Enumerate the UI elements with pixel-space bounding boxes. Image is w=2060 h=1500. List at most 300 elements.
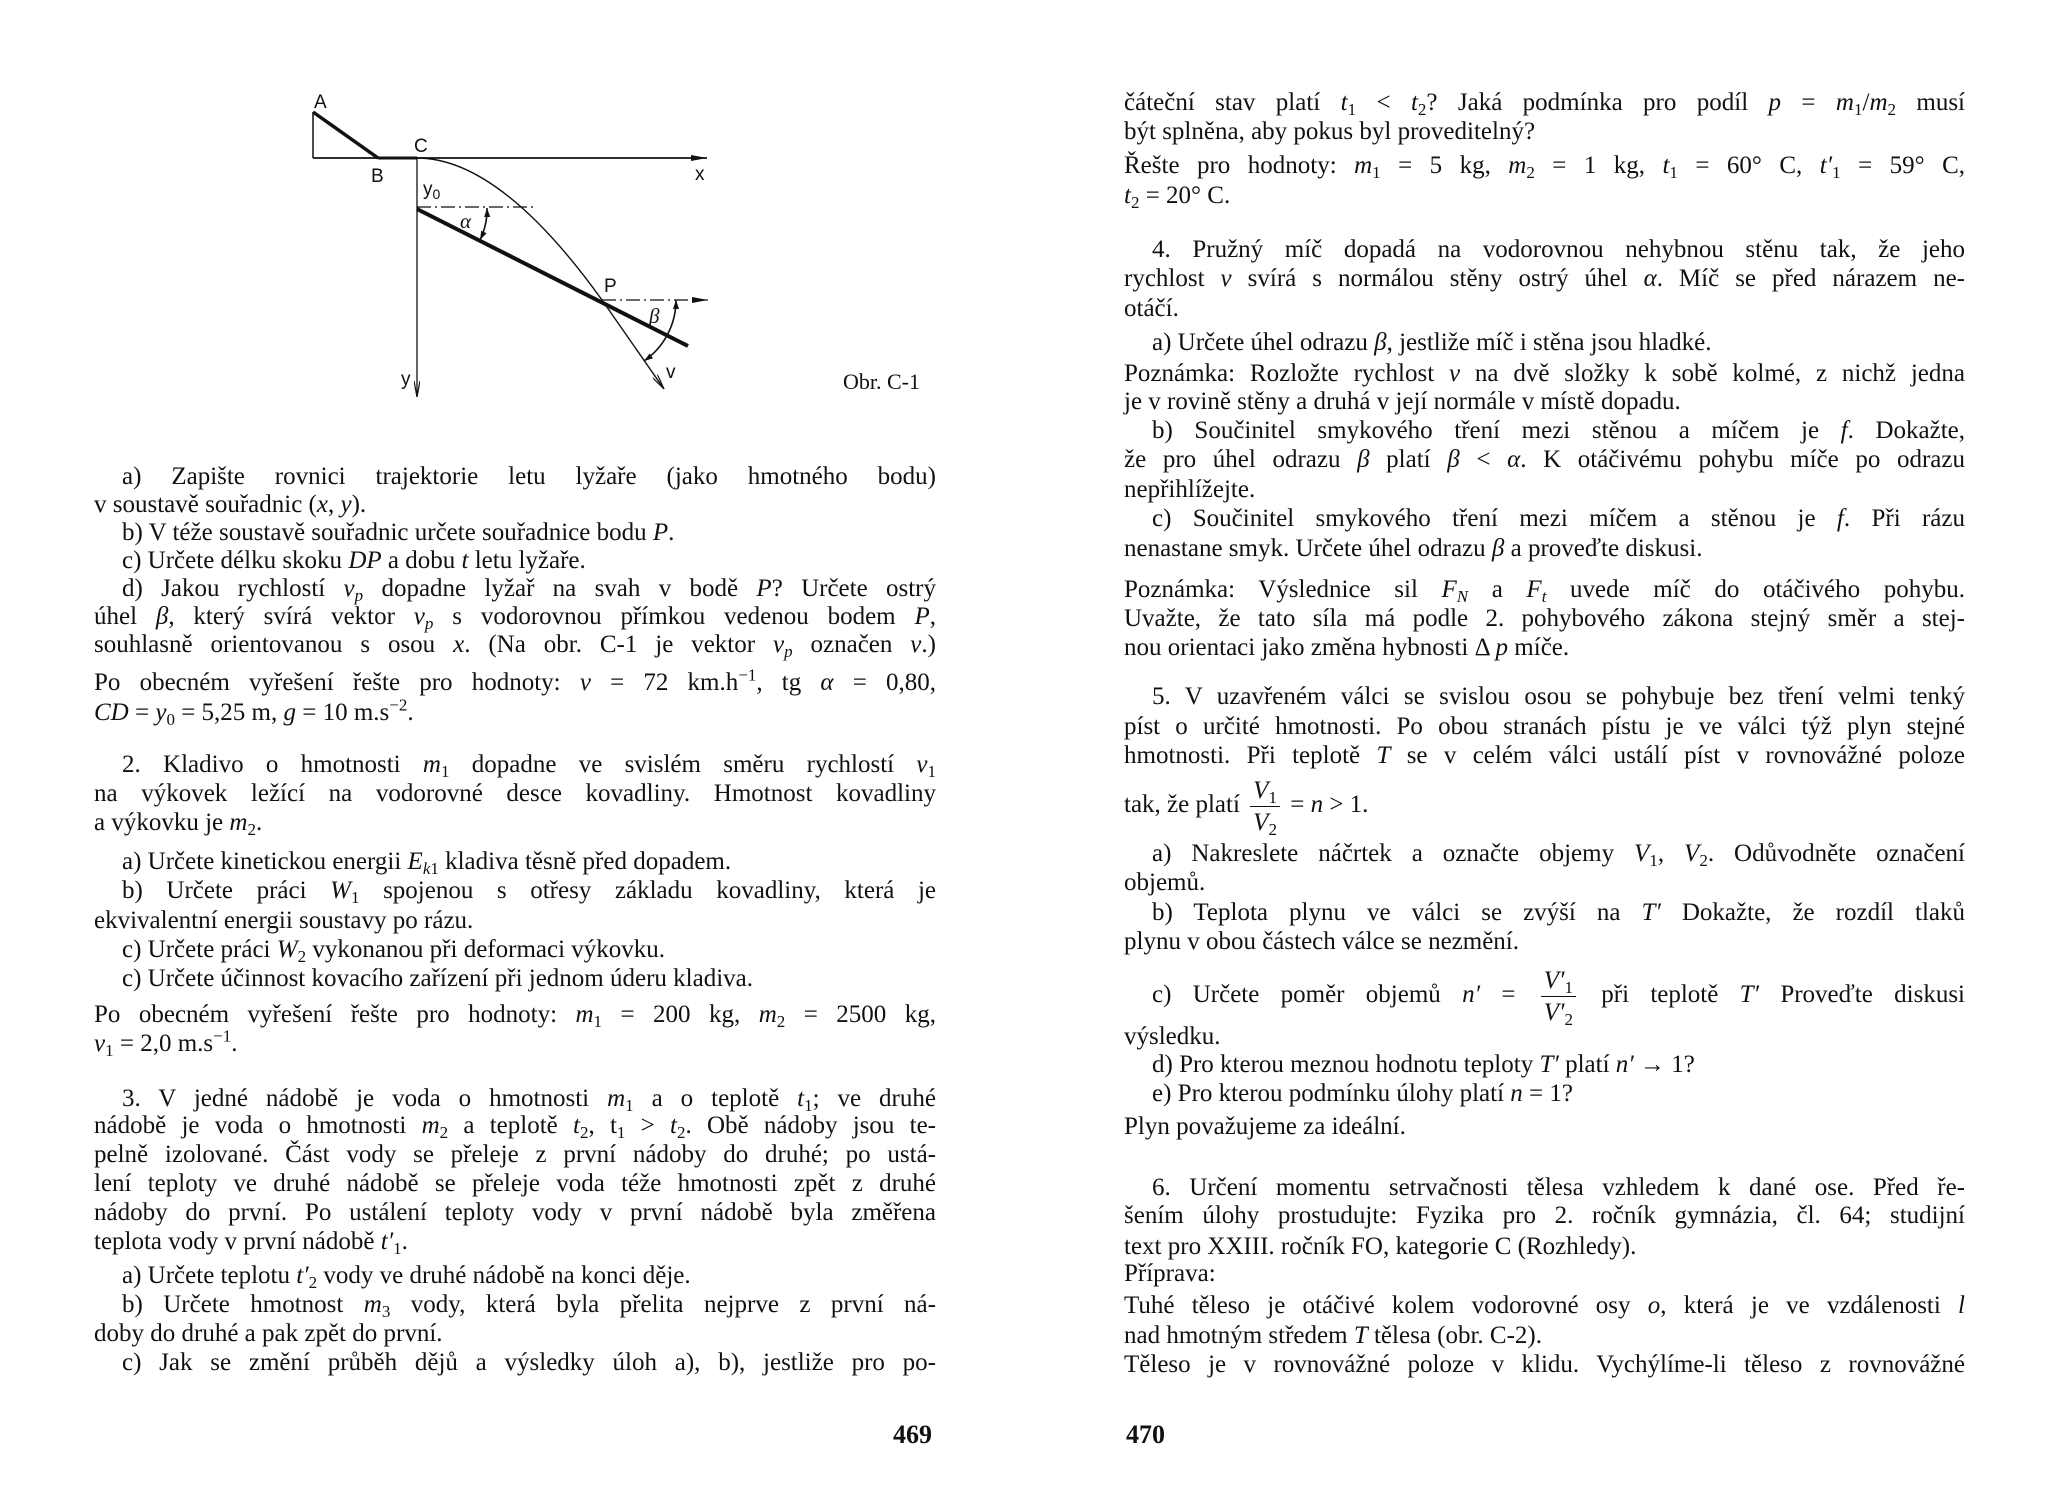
text-run: a) Určete kinetickou energii bbox=[122, 848, 408, 875]
landing-slope-line bbox=[417, 209, 688, 346]
subscript: p bbox=[424, 613, 434, 633]
text-run: , bbox=[1657, 840, 1685, 867]
text-run: nepřihlížejte. bbox=[1124, 476, 1256, 503]
subscript: 1 bbox=[1268, 787, 1277, 807]
text-line bbox=[1124, 839, 1965, 868]
math-symbol: v bbox=[413, 603, 425, 630]
text-run: kladiva těsně před dopadem. bbox=[438, 848, 732, 875]
text-run: = 10 m.s bbox=[296, 699, 390, 726]
text-run: otáčí. bbox=[1124, 295, 1179, 322]
math-symbol: m bbox=[758, 1001, 777, 1028]
text-run: musí bbox=[1896, 89, 1966, 116]
text-run: → 1? bbox=[1633, 1051, 1695, 1078]
text-run: , která je ve vzdálenosti bbox=[1660, 1292, 1959, 1319]
text-run: a dobu bbox=[381, 547, 462, 574]
text-run: a) Určete úhel odrazu bbox=[1152, 329, 1375, 356]
text-line bbox=[94, 1348, 936, 1377]
text-line bbox=[1124, 387, 1965, 416]
math-symbol: V bbox=[1634, 840, 1650, 867]
figure-c1-ski-jump-diagram bbox=[300, 90, 720, 410]
text-line bbox=[1124, 88, 1965, 117]
fraction-numerator bbox=[1541, 967, 1576, 997]
text-run: . (Na obr. C-1 je vektor bbox=[464, 631, 773, 658]
text-run: že pro úhel odrazu bbox=[1124, 446, 1358, 473]
text-line bbox=[1124, 712, 1965, 741]
text-line bbox=[94, 964, 936, 993]
text-line bbox=[94, 779, 936, 808]
math-symbol: T′ bbox=[1739, 981, 1760, 1009]
math-symbol: α bbox=[1643, 265, 1657, 292]
math-symbol: V′ bbox=[1543, 999, 1565, 1026]
math-symbol: m bbox=[363, 1291, 382, 1318]
text-run: = bbox=[1283, 791, 1311, 819]
text-run: Plyn považujeme za ideální. bbox=[1124, 1113, 1406, 1140]
text-run: a bbox=[1468, 576, 1527, 603]
text-run: spojenou s otřesy základu kovadliny, která je bbox=[359, 877, 937, 904]
text-line bbox=[94, 1140, 936, 1169]
text-run: svírá s normálou stěny ostrý úhel bbox=[1231, 265, 1644, 292]
text-run: e) Pro kterou podmínku úlohy platí bbox=[1152, 1080, 1511, 1107]
math-symbol: α bbox=[820, 669, 834, 696]
math-symbol: β bbox=[1374, 329, 1387, 356]
label-v: v bbox=[666, 362, 676, 383]
text-run: souhlasně orientovanou s osou bbox=[94, 631, 454, 658]
text-run: , tg bbox=[756, 669, 821, 696]
text-line bbox=[94, 1319, 936, 1348]
text-run: letu lyžaře. bbox=[468, 547, 586, 574]
text-run: a výkovku je bbox=[94, 809, 230, 836]
subscript: 1 bbox=[1564, 977, 1573, 997]
text-run: , bbox=[929, 603, 936, 630]
trajectory-curve bbox=[417, 158, 602, 300]
label-y0-sub: 0 bbox=[432, 186, 441, 202]
math-symbol: n′ bbox=[1615, 1051, 1634, 1078]
math-symbol: v bbox=[94, 1030, 106, 1057]
text-run: = 1? bbox=[1522, 1080, 1573, 1107]
math-symbol: v bbox=[772, 631, 785, 658]
math-symbol: t bbox=[1410, 89, 1418, 116]
text-run: Tuhé těleso je otáčivé kolem vodorovné osy bbox=[1124, 1292, 1648, 1319]
text-run: = bbox=[1781, 89, 1836, 116]
text-run: na dvě složky k sobě kolmé, z nichž jedna bbox=[1460, 360, 1965, 387]
subscript: 1 bbox=[616, 1122, 626, 1142]
subscript: 1 bbox=[350, 887, 360, 907]
text-line bbox=[94, 518, 936, 547]
math-symbol: v bbox=[343, 575, 355, 602]
text-line bbox=[94, 1290, 936, 1319]
text-run: Poznámka: Výslednice sil bbox=[1124, 576, 1442, 603]
text-run: Poznámka: Rozložte rychlost bbox=[1124, 360, 1449, 387]
text-line bbox=[1124, 235, 1965, 264]
text-line bbox=[1124, 741, 1965, 770]
text-run: uvede míč do otáčivého pohybu. bbox=[1546, 576, 1965, 603]
subscript: p bbox=[354, 585, 364, 605]
text-run: tělesa (obr. C-2). bbox=[1367, 1322, 1542, 1349]
math-symbol: y bbox=[340, 491, 352, 518]
text-run: d) Pro kterou meznou hodnotu teploty bbox=[1152, 1051, 1540, 1078]
text-run: = 5 kg, bbox=[1380, 152, 1509, 179]
math-symbol: m bbox=[575, 1001, 594, 1028]
math-symbol: β bbox=[155, 603, 169, 630]
text-line bbox=[94, 935, 936, 964]
text-run: a o teplotě bbox=[633, 1085, 798, 1112]
math-symbol: DP bbox=[348, 547, 382, 574]
text-run: b) Teplota plynu ve válci se zvýší na bbox=[1152, 899, 1642, 926]
superscript: −1 bbox=[213, 1026, 232, 1046]
text-run: ? Jaká podmínka pro podíl bbox=[1426, 89, 1769, 116]
math-symbol: β bbox=[1357, 446, 1370, 473]
text-line bbox=[1124, 604, 1965, 633]
text-run: = 200 kg, bbox=[602, 1001, 759, 1028]
text-line bbox=[1124, 927, 1965, 956]
text-line bbox=[94, 490, 936, 519]
ramp-slope-ab bbox=[313, 112, 378, 158]
fraction-denominator bbox=[1250, 807, 1280, 839]
text-line bbox=[1124, 181, 1965, 210]
math-symbol: t bbox=[573, 1112, 580, 1139]
text-line bbox=[94, 1169, 936, 1198]
text-run: = 2,0 m.s bbox=[113, 1030, 214, 1057]
text-run: Uvažte, že tato síla má podle 2. pohybového zákona stejný směr a stej- bbox=[1124, 605, 1965, 632]
text-line bbox=[1124, 504, 1965, 533]
subscript: 1 bbox=[1853, 99, 1863, 119]
subscript: 1 bbox=[1347, 99, 1357, 119]
text-run: c) Určete poměr objemů bbox=[1152, 981, 1463, 1009]
text-run: se v celém válci ustálí píst v rovnovážné poloze bbox=[1390, 742, 1965, 769]
label-p: P bbox=[604, 276, 617, 297]
text-line bbox=[94, 876, 936, 905]
text-run: ). bbox=[351, 491, 367, 518]
math-symbol: f bbox=[1836, 505, 1844, 532]
math-symbol: x bbox=[316, 491, 328, 518]
math-symbol: W bbox=[330, 877, 351, 904]
subscript: 2 bbox=[676, 1122, 686, 1142]
text-line bbox=[1124, 294, 1965, 323]
text-run: / bbox=[1862, 89, 1870, 116]
math-symbol: n bbox=[1510, 1080, 1523, 1107]
text-run: . bbox=[407, 699, 414, 726]
text-line bbox=[94, 665, 937, 697]
text-run: a) Nakreslete náčrtek a označte objemy bbox=[1152, 840, 1635, 867]
text-run: Příprava: bbox=[1124, 1260, 1216, 1287]
text-line bbox=[94, 462, 936, 491]
page-number: 470 bbox=[1126, 1420, 1165, 1449]
text-line bbox=[94, 750, 936, 779]
label-y0 bbox=[423, 179, 441, 202]
text-line bbox=[1124, 868, 1965, 897]
text-run: vody ve druhé nádobě na konci děje. bbox=[317, 1262, 691, 1289]
text-run: = 0,80, bbox=[833, 669, 937, 696]
subscript: 1 bbox=[625, 1095, 634, 1115]
text-line bbox=[1124, 967, 1965, 1029]
math-symbol: m bbox=[421, 1112, 440, 1139]
subscript: p bbox=[784, 641, 793, 661]
subscript: 2 bbox=[1417, 99, 1427, 119]
math-symbol: m bbox=[1508, 152, 1527, 179]
text-run: nádobě je voda o hmotnosti bbox=[94, 1112, 422, 1139]
text-run: c) Jak se změní průběh dějů a výsledky úloh a), b), jestliže pro po- bbox=[122, 1349, 936, 1376]
subscript: 2 bbox=[1130, 192, 1140, 212]
subscript: 2 bbox=[579, 1122, 589, 1142]
math-symbol: V′ bbox=[1543, 967, 1565, 994]
math-symbol: v bbox=[1448, 360, 1461, 387]
text-run: vykonanou při deformaci výkovku. bbox=[306, 936, 666, 963]
text-line bbox=[1124, 151, 1965, 180]
math-symbol: t′ bbox=[1819, 152, 1833, 179]
subscript: 1 bbox=[393, 1238, 402, 1258]
text-line bbox=[1124, 682, 1965, 711]
text-run: 5. V uzavřeném válci se svislou osou se pohybuje bez tření velmi tenký bbox=[1152, 683, 1965, 710]
label-b: B bbox=[371, 166, 384, 187]
math-symbol: F bbox=[1526, 576, 1542, 603]
text-run: 3. V jedné nádobě je voda o hmotnosti bbox=[122, 1085, 608, 1112]
text-line bbox=[1124, 1173, 1965, 1202]
math-symbol: m bbox=[1835, 89, 1854, 116]
text-run: doby do druhé a pak zpět do první. bbox=[94, 1320, 443, 1347]
math-symbol: T′ bbox=[1641, 899, 1661, 926]
text-run: . K otáčivému pohybu míče po odrazu bbox=[1520, 446, 1965, 473]
math-symbol: P bbox=[914, 603, 930, 630]
text-run: míče. bbox=[1508, 634, 1570, 661]
text-run: ekvivalentní energii soustavy po rázu. bbox=[94, 907, 474, 934]
text-run: a) Určete teplotu bbox=[122, 1262, 297, 1289]
text-line bbox=[94, 847, 936, 876]
math-symbol: t bbox=[461, 547, 469, 574]
text-run: = 72 km.h bbox=[590, 669, 739, 696]
subscript: N bbox=[1456, 586, 1469, 606]
text-line bbox=[94, 1026, 936, 1060]
text-run: .) bbox=[921, 631, 936, 658]
math-symbol: β bbox=[1447, 446, 1460, 473]
text-run: být splněna, aby pokus byl proveditelný? bbox=[1124, 118, 1536, 145]
text-line bbox=[1124, 445, 1965, 474]
text-run: pelně izolované. Část vody se přeleje z první nádoby do druhé; po ustá- bbox=[94, 1141, 936, 1168]
math-symbol: V bbox=[1684, 840, 1700, 867]
subscript: 1 bbox=[1649, 850, 1658, 870]
text-run: , t bbox=[588, 1112, 617, 1139]
text-run: = 20° C. bbox=[1139, 182, 1231, 209]
text-run: = 60° C, bbox=[1677, 152, 1820, 179]
text-run: . bbox=[401, 1228, 408, 1255]
text-run: b) Určete práci bbox=[122, 877, 331, 904]
text-run: platí bbox=[1558, 1051, 1616, 1078]
subscript: 2 bbox=[247, 819, 256, 839]
text-run: při teplotě bbox=[1579, 981, 1740, 1009]
text-run: objemů. bbox=[1124, 869, 1206, 896]
math-symbol: o bbox=[1647, 1292, 1661, 1319]
math-symbol: n′ bbox=[1462, 981, 1481, 1009]
math-symbol: V bbox=[1253, 809, 1269, 836]
text-run: = 59° C, bbox=[1840, 152, 1965, 179]
text-line bbox=[1124, 1079, 1965, 1108]
text-line bbox=[94, 1111, 936, 1140]
math-symbol: CD bbox=[94, 699, 129, 726]
label-x-axis: x bbox=[695, 164, 705, 185]
math-symbol: n bbox=[1310, 791, 1324, 819]
text-run: ; ve druhé bbox=[812, 1085, 936, 1112]
text-run: a proveďte diskusi. bbox=[1504, 535, 1703, 562]
text-run: rychlost bbox=[1124, 265, 1221, 292]
text-line bbox=[1124, 1350, 1965, 1379]
text-run: > bbox=[625, 1112, 671, 1139]
text-line bbox=[1124, 575, 1965, 604]
subscript: 2 bbox=[1526, 162, 1535, 182]
text-line bbox=[1124, 534, 1965, 563]
text-line bbox=[94, 546, 936, 575]
math-symbol: v bbox=[916, 751, 928, 778]
label-alpha: α bbox=[460, 209, 472, 233]
label-beta: β bbox=[649, 304, 660, 328]
fraction-numerator bbox=[1250, 777, 1280, 807]
text-line bbox=[1124, 633, 1965, 662]
text-line bbox=[1124, 1112, 1965, 1141]
text-run: 6. Určení momentu setrvačnosti tělesa vzhledem k dané ose. Před ře- bbox=[1152, 1174, 1965, 1201]
fraction bbox=[1541, 967, 1576, 1029]
text-run: označen bbox=[792, 631, 911, 658]
text-run: b) Součinitel smykového tření mezi stěnou a míčem je bbox=[1152, 417, 1841, 444]
math-symbol: m bbox=[229, 809, 248, 836]
text-line bbox=[94, 1227, 936, 1256]
text-run: s vodorovnou přímkou vedenou bodem bbox=[433, 603, 915, 630]
text-run: dopadne ve svislém směru rychlostí bbox=[449, 751, 917, 778]
subscript: 1 bbox=[1832, 162, 1841, 182]
text-run: = bbox=[1480, 981, 1537, 1009]
text-line bbox=[1124, 359, 1965, 388]
text-run: výsledku. bbox=[1124, 1023, 1221, 1050]
text-run: nádoby do první. Po ustálení teploty vody v první nádobě byla změřena bbox=[94, 1199, 936, 1226]
subscript: 1 bbox=[927, 761, 936, 781]
subscript: 2 bbox=[1887, 99, 1896, 119]
text-line bbox=[1124, 328, 1965, 357]
math-symbol: t′ bbox=[380, 1228, 394, 1255]
text-line bbox=[94, 695, 936, 729]
text-run: v soustavě souřadnic ( bbox=[94, 491, 317, 518]
text-run: c) Určete délku skoku bbox=[122, 547, 349, 574]
math-symbol: x bbox=[453, 631, 465, 658]
label-y-axis: y bbox=[401, 369, 411, 390]
text-run: teplota vody v první nádobě bbox=[94, 1228, 381, 1255]
text-run: = 5,25 m, bbox=[174, 699, 284, 726]
text-line bbox=[94, 630, 936, 659]
text-line bbox=[94, 602, 936, 631]
text-run: šením úlohy prostudujte: Fyzika pro 2. ročník gymnázia, čl. 64; studijní bbox=[1124, 1202, 1965, 1229]
math-symbol: t bbox=[797, 1085, 805, 1112]
text-line bbox=[1124, 1232, 1965, 1261]
subscript: 2 bbox=[1564, 1009, 1573, 1029]
math-symbol: β bbox=[1491, 535, 1505, 562]
text-run: a teplotě bbox=[448, 1112, 574, 1139]
math-symbol: t bbox=[670, 1112, 677, 1139]
subscript: 2 bbox=[308, 1272, 318, 1292]
subscript: 1 bbox=[430, 858, 439, 878]
text-run: , bbox=[327, 491, 341, 518]
text-line bbox=[1124, 1291, 1965, 1320]
figure-caption: Obr. C-1 bbox=[843, 369, 920, 394]
math-symbol: m bbox=[607, 1085, 626, 1112]
label-c: C bbox=[414, 136, 428, 157]
math-symbol: P bbox=[756, 575, 772, 602]
text-line bbox=[94, 1000, 936, 1029]
text-run: c) Určete účinnost kovacího zařízení při jednom úderu kladiva. bbox=[122, 965, 754, 992]
text-line bbox=[1124, 416, 1965, 445]
text-run: dopadne lyžař na svah v bodě bbox=[363, 575, 757, 602]
math-symbol: m bbox=[1869, 89, 1888, 116]
text-run: ? Určete ostrý bbox=[771, 575, 936, 602]
math-symbol: v bbox=[579, 669, 591, 696]
math-symbol: t′ bbox=[296, 1262, 309, 1289]
subscript: 2 bbox=[1699, 850, 1708, 870]
text-run: . Při rázu bbox=[1843, 505, 1965, 532]
text-run: je v rovině stěny a druhá v její normále v místě dopadu. bbox=[1124, 388, 1681, 415]
text-line bbox=[1124, 1321, 1965, 1350]
text-run: < bbox=[1356, 89, 1411, 116]
text-run: , který svírá vektor bbox=[168, 603, 414, 630]
text-run: , jestliže míč i stěna jsou hladké. bbox=[1386, 329, 1712, 356]
text-line bbox=[1124, 777, 1965, 839]
subscript: 1 bbox=[105, 1040, 114, 1060]
subscript: 2 bbox=[297, 946, 307, 966]
subscript: 1 bbox=[804, 1095, 813, 1115]
math-symbol: V bbox=[1253, 777, 1269, 804]
text-run: c) Součinitel smykového tření mezi míčem a stěnou je bbox=[1152, 505, 1837, 532]
math-symbol: t bbox=[1662, 152, 1670, 179]
text-line bbox=[94, 1084, 936, 1113]
text-run: b) V téže soustavě souřadnic určete souřadnice bodu bbox=[122, 519, 653, 546]
text-line bbox=[94, 1198, 936, 1227]
math-symbol: m bbox=[1354, 152, 1373, 179]
math-symbol: t bbox=[1340, 89, 1348, 116]
page-number: 469 bbox=[893, 1420, 932, 1449]
text-run: > 1. bbox=[1323, 791, 1369, 819]
text-run: Těleso je v rovnovážné poloze v klidu. Vychýlíme-li těleso z rovnovážné bbox=[1124, 1351, 1965, 1378]
subscript: t bbox=[1541, 586, 1547, 606]
text-run: text pro XXIII. ročník FO, kategorie C (Rozhledy). bbox=[1124, 1233, 1637, 1260]
text-run: c) Určete práci bbox=[122, 936, 277, 963]
text-run: = 2500 kg, bbox=[785, 1001, 936, 1028]
text-run: Po obecném vyřešení řešte pro hodnoty: bbox=[94, 1001, 576, 1028]
math-symbol: y bbox=[155, 699, 167, 726]
text-run: . bbox=[231, 1030, 238, 1057]
text-line bbox=[1124, 264, 1965, 293]
text-run: Po obecném vyřešení řešte pro hodnoty: bbox=[94, 669, 580, 696]
text-run: . Dokažte, bbox=[1847, 417, 1965, 444]
math-symbol: l bbox=[1958, 1292, 1965, 1319]
text-run: 2. Kladivo o hmotnosti bbox=[122, 751, 423, 778]
alpha-angle-arc bbox=[480, 208, 487, 240]
text-run: . bbox=[255, 809, 263, 836]
superscript: −1 bbox=[738, 665, 757, 685]
subscript: 0 bbox=[166, 709, 175, 729]
text-line bbox=[1124, 117, 1965, 146]
fraction bbox=[1250, 777, 1280, 839]
math-symbol: p bbox=[1495, 634, 1509, 661]
text-line bbox=[1124, 1022, 1965, 1051]
text-run: . Odůvodněte označení bbox=[1707, 840, 1966, 867]
text-run: . bbox=[668, 519, 675, 546]
text-run: píst o určité hmotnosti. Po obou stranách pístu je ve válci týž plyn stejné bbox=[1124, 713, 1965, 740]
label-y0-main: y bbox=[423, 179, 433, 200]
text-run: = 1 kg, bbox=[1534, 152, 1663, 179]
superscript: −2 bbox=[389, 695, 408, 715]
text-line bbox=[1124, 898, 1965, 927]
text-line bbox=[1124, 475, 1965, 504]
math-symbol: v bbox=[1220, 265, 1232, 292]
text-run: úhel bbox=[94, 603, 156, 630]
text-run: vody, která byla přelita nejprve z první ná- bbox=[390, 1291, 936, 1318]
text-line bbox=[1124, 1050, 1965, 1079]
text-run: platí bbox=[1369, 446, 1448, 473]
math-symbol: g bbox=[283, 699, 296, 726]
